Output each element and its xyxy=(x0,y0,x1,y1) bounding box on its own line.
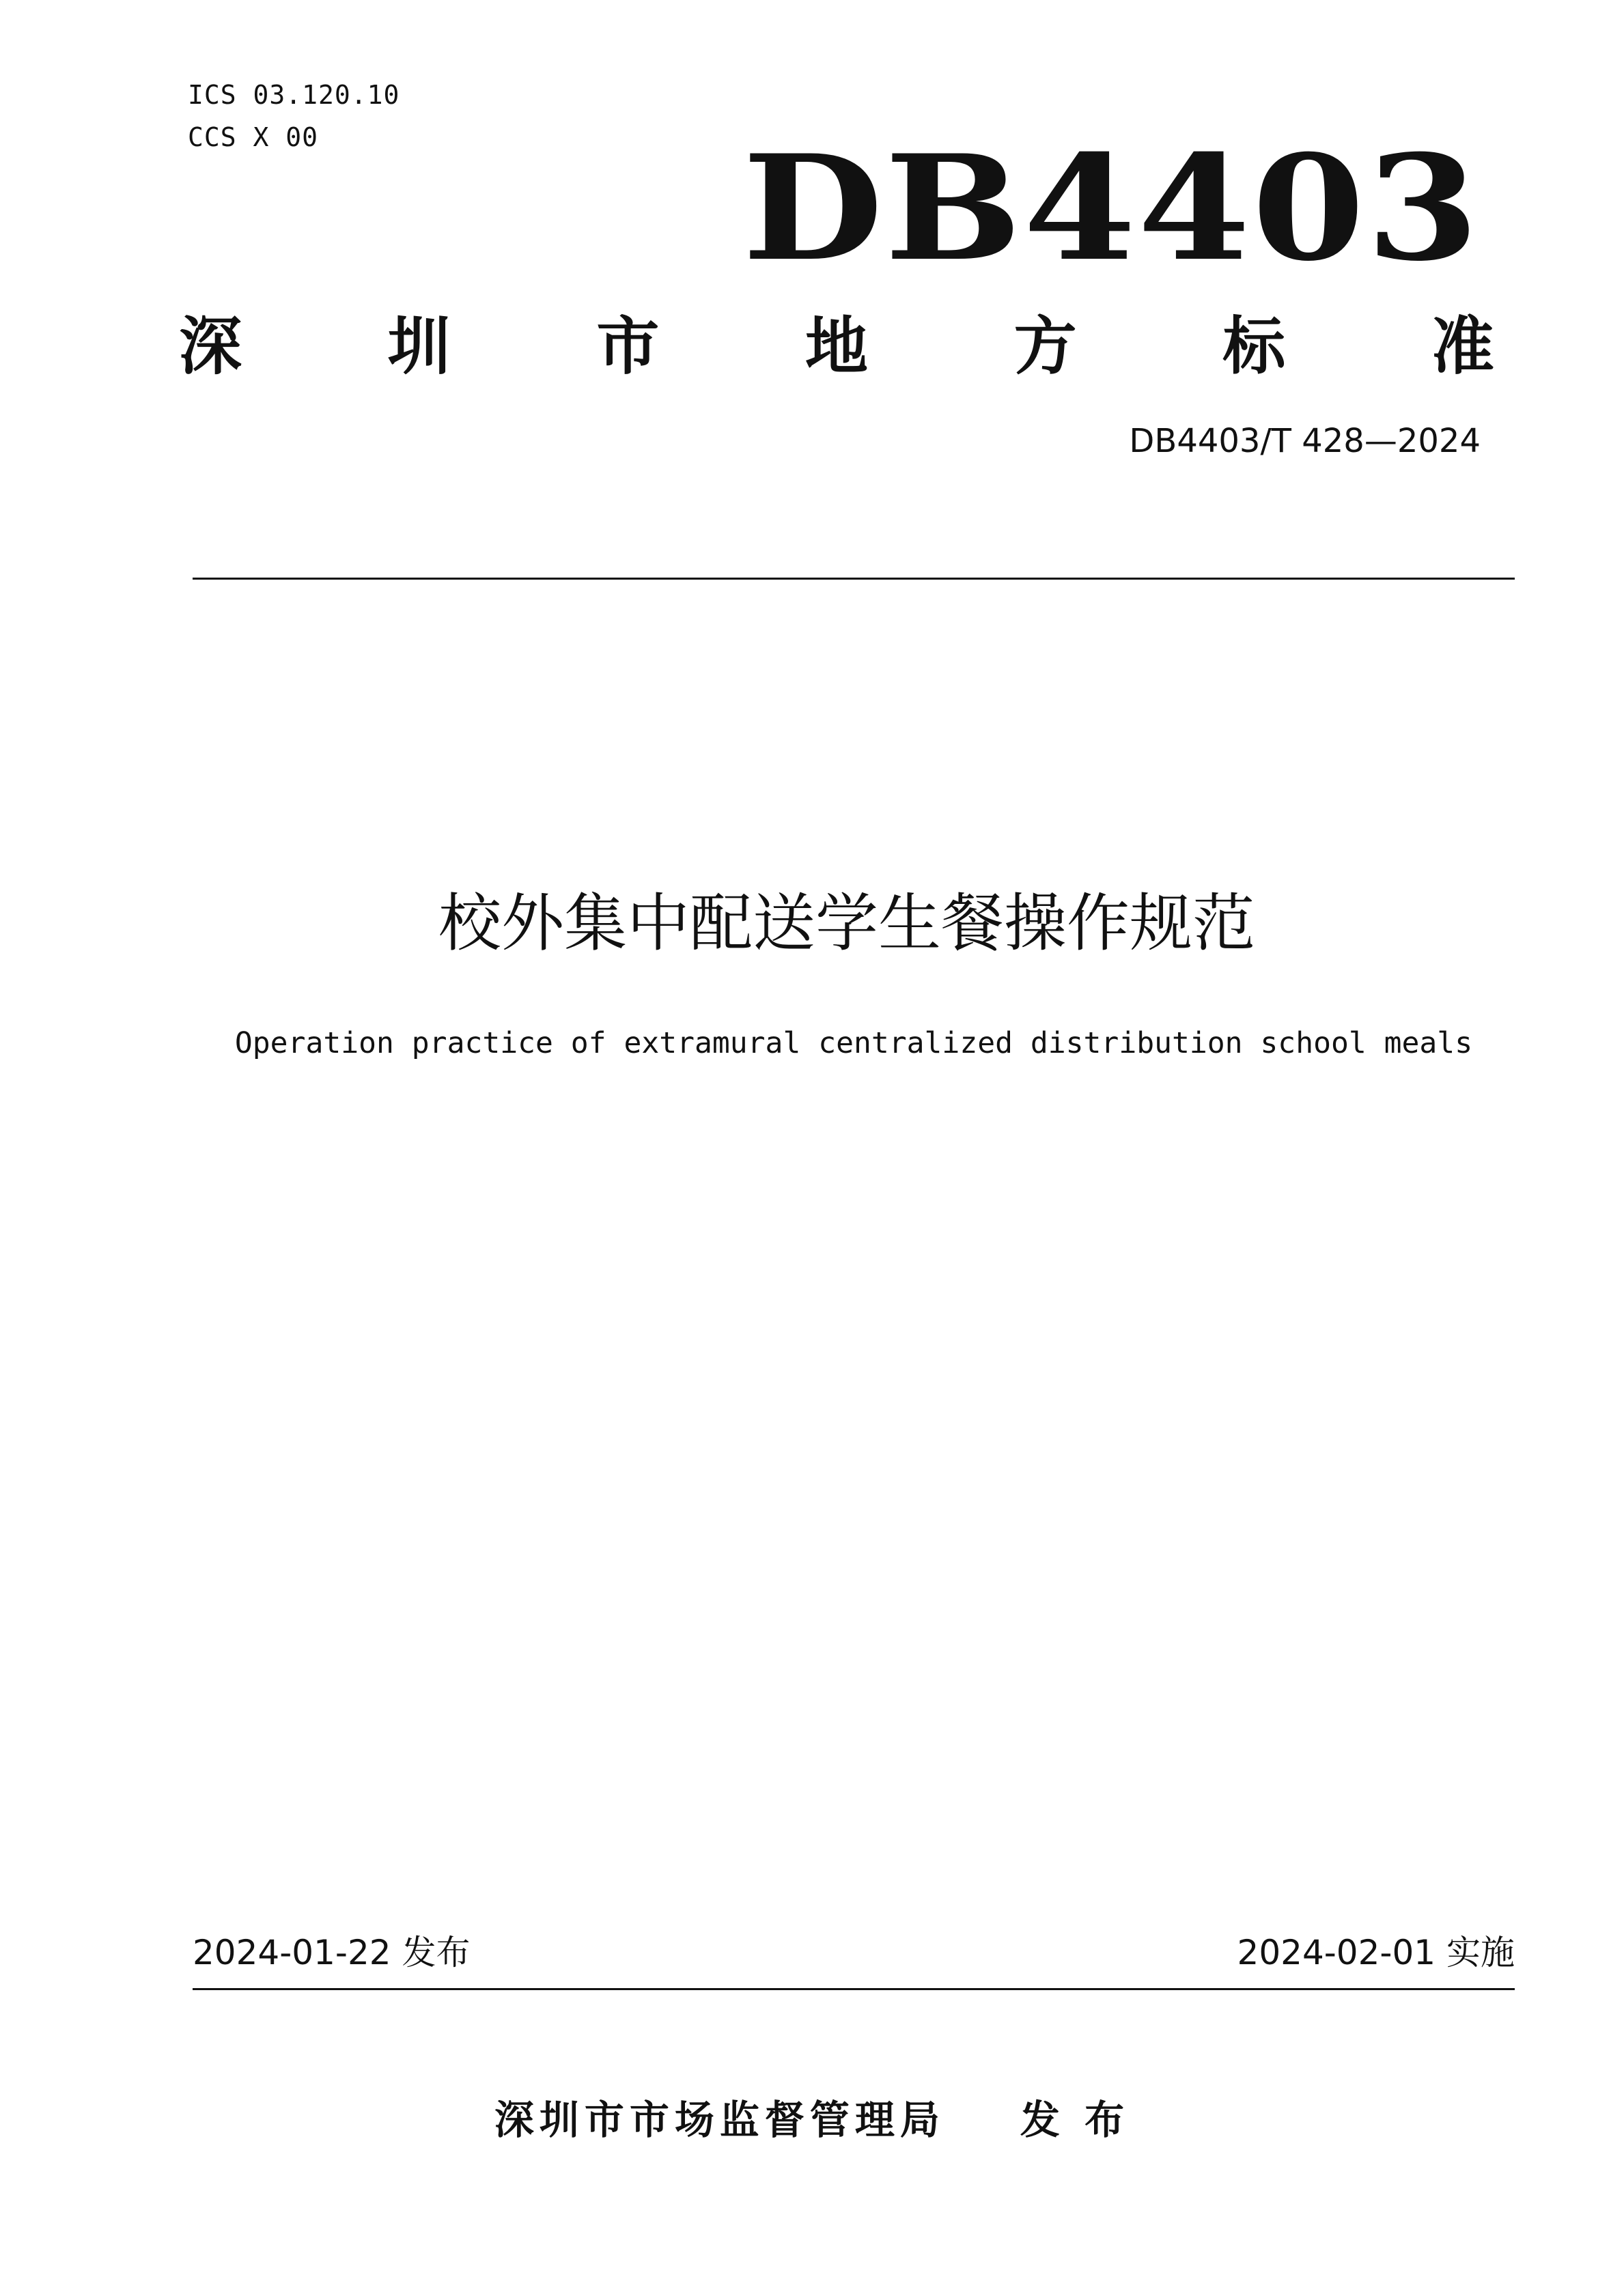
standard-type-char: 方 xyxy=(1013,310,1077,383)
issuing-authority-line xyxy=(0,2095,1624,2145)
publish-date: 2024-01-22 发布 xyxy=(193,1933,471,1972)
issue-action: 发 布 xyxy=(1020,2097,1130,2143)
standard-type-char: 地 xyxy=(804,310,868,383)
standard-type-char: 深 xyxy=(179,310,242,383)
ics-code: ICS 03.120.10 xyxy=(188,80,400,110)
document-title-english: Operation practice of extramural centralized distribution school meals xyxy=(234,1026,1473,1060)
standard-code-logo: DB4403 xyxy=(742,123,1481,293)
document-title-chinese: 校外集中配送学生餐操作规范 xyxy=(438,887,1255,960)
standard-type-char: 市 xyxy=(596,310,660,383)
footer-divider xyxy=(193,1988,1515,1990)
standard-type-heading xyxy=(179,306,1494,388)
header-divider xyxy=(193,578,1515,580)
issuing-authority: 深圳市市场监督管理局 xyxy=(494,2097,945,2143)
standard-type-char: 标 xyxy=(1222,310,1286,383)
standard-number: DB4403/T 428—2024 xyxy=(1129,422,1481,460)
standard-type-char: 圳 xyxy=(387,310,451,383)
ccs-code: CCS X 00 xyxy=(188,122,319,152)
standard-type-char: 准 xyxy=(1431,310,1494,383)
implement-date: 2024-02-01 实施 xyxy=(1237,1933,1515,1972)
